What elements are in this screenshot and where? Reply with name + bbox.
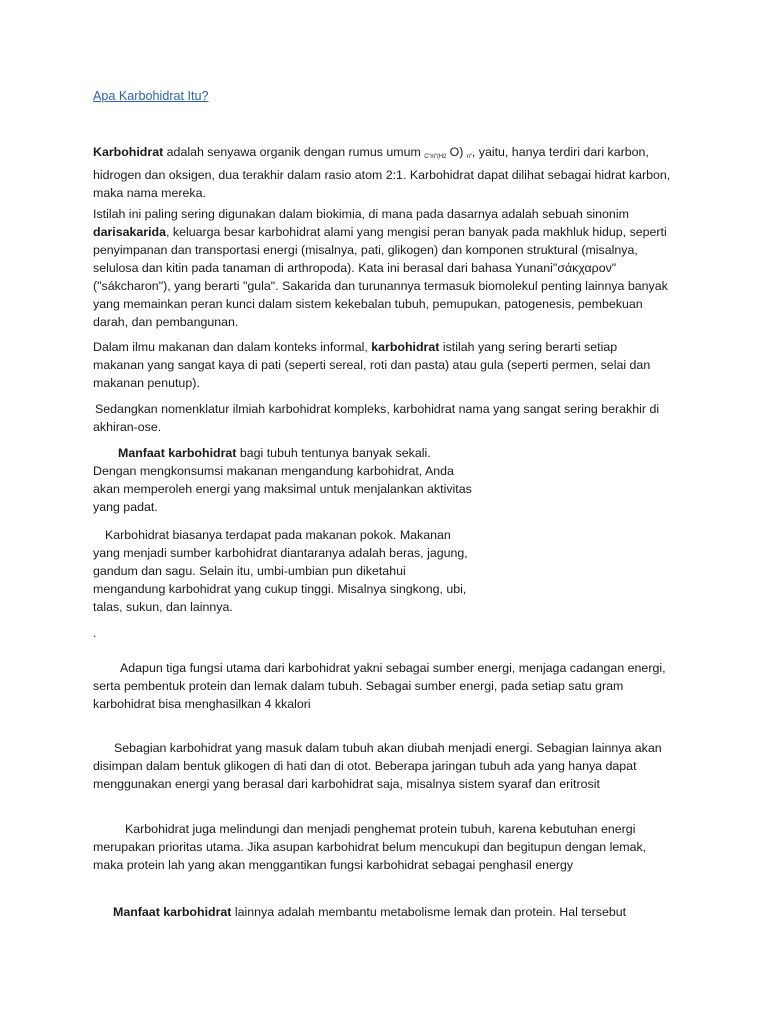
text-run: Istilah ini paling sering digunakan dalam biokimia, di mana pada dasarnya adalah sebuah sinonim xyxy=(93,207,629,221)
text-run: lainnya adalah membantu metabolisme lemak dan protein. Hal tersebut xyxy=(231,905,627,919)
text-run: adalah senyawa organik dengan rumus umum xyxy=(163,145,425,159)
formula-subscript: n" xyxy=(466,154,472,160)
bold-term: karbohidrat xyxy=(371,340,440,354)
text-run: Dalam ilmu makanan dan dalam konteks informal, xyxy=(93,340,372,354)
paragraph-nomenclature: Sedangkan nomenklatur ilmiah karbohidrat kompleks, karbohidrat nama yang sangat sering berakhir di akhiran-ose. xyxy=(93,402,660,434)
paragraph-sources: Karbohidrat biasanya terdapat pada makanan pokok. Makanan yang menjadi sumber karbohidrat diantaranya adalah beras, jagung, gandum dan sagu. Selain itu, umbi-umbian pun diketahui mengandung karbohidrat yang cukup tinggi. Misalnya singkong, ubi, talas, sukun, dan lainnya. xyxy=(93,528,468,614)
bold-term: Manfaat karbohidrat xyxy=(118,446,237,460)
text-run: , keluarga besar karbohidrat alami yang mengisi peran banyak pada makhluk hidup, seperti penyimpanan dan transportasi energi (misalnya, pati, glikogen) dan komponen struktural (misalnya, selulosa dan kitin pada tanaman di arthropoda). Kata ini berasal dari bahasa Yunani"σάκχαρον"("sákcharon"), yang berarti "gula". Sakarida dan turunannya termasuk biomolekul penting lainnya banyak yang memainkan peran kunci dalam sistem kekebalan tubuh, pemupukan, patogenesis, pembekuan darah, dan pembangunan. xyxy=(93,225,668,329)
paragraph-protein-saving: Karbohidrat juga melindungi dan menjadi penghemat protein tubuh, karena kebutuhan energi merupakan prioritas utama. Jika asupan karbohidrat belum mencukupi dan begitupun dengan lemak, maka protein lah yang akan menggantikan fungsi karbohidrat sebagai penghasil energy xyxy=(93,822,647,872)
bold-term: Manfaat karbohidrat xyxy=(113,905,232,919)
paragraph-metabolism xyxy=(93,903,671,921)
bold-term: Karbohidrat xyxy=(93,145,164,159)
page-title-link[interactable]: Apa Karbohidrat Itu? xyxy=(93,89,209,103)
paragraph-energy: Sebagian karbohidrat yang masuk dalam tubuh akan diubah menjadi energi. Sebagian lainnya akan disimpan dalam bentuk glikogen di hati dan di otot. Beberapa jaringan tubuh ada yang hanya dapat menggunakan energi yang berasal dari karbohidrat saja, misalnya sistem syaraf dan eritrosit xyxy=(93,741,662,791)
paragraph-food-science xyxy=(93,338,671,392)
paragraph-definition xyxy=(93,143,671,202)
text-run: O) xyxy=(446,145,467,159)
text-run: istilah yang sering berarti setiap makanan yang sangat kaya di pati (seperti sereal, roti dan pasta) atau gula (seperti permen, selai dan makanan penutup). xyxy=(93,340,651,390)
text-run: , yaitu, hanya terdiri dari karbon, hidrogen dan oksigen, dua terakhir dalam rasio atom 2:1. Karbohidrat dapat dilihat sebagai hidrat karbon, maka nama mereka. xyxy=(93,145,671,200)
text-run: bagi tubuh tentunya banyak sekali. Dengan mengkonsumsi makanan mengandung karbohidrat, Anda akan memperoleh energi yang maksimal untuk menjalankan aktivitas yang padat. xyxy=(93,446,472,514)
paragraph-functions: Adapun tiga fungsi utama dari karbohidrat yakni sebagai sumber energi, menjaga cadangan energi, serta pembentuk protein dan lemak dalam tubuh. Sebagai sumber energi, pada setiap satu gram karbohidrat bisa menghasilkan 4 kkalori xyxy=(93,661,666,711)
bold-term: darisakarida xyxy=(93,225,167,239)
formula-subscript: C"m"(H2 xyxy=(424,154,447,160)
paragraph-benefits xyxy=(93,444,473,516)
paragraph-biochemistry xyxy=(93,205,671,331)
dot-line: . xyxy=(93,626,97,640)
